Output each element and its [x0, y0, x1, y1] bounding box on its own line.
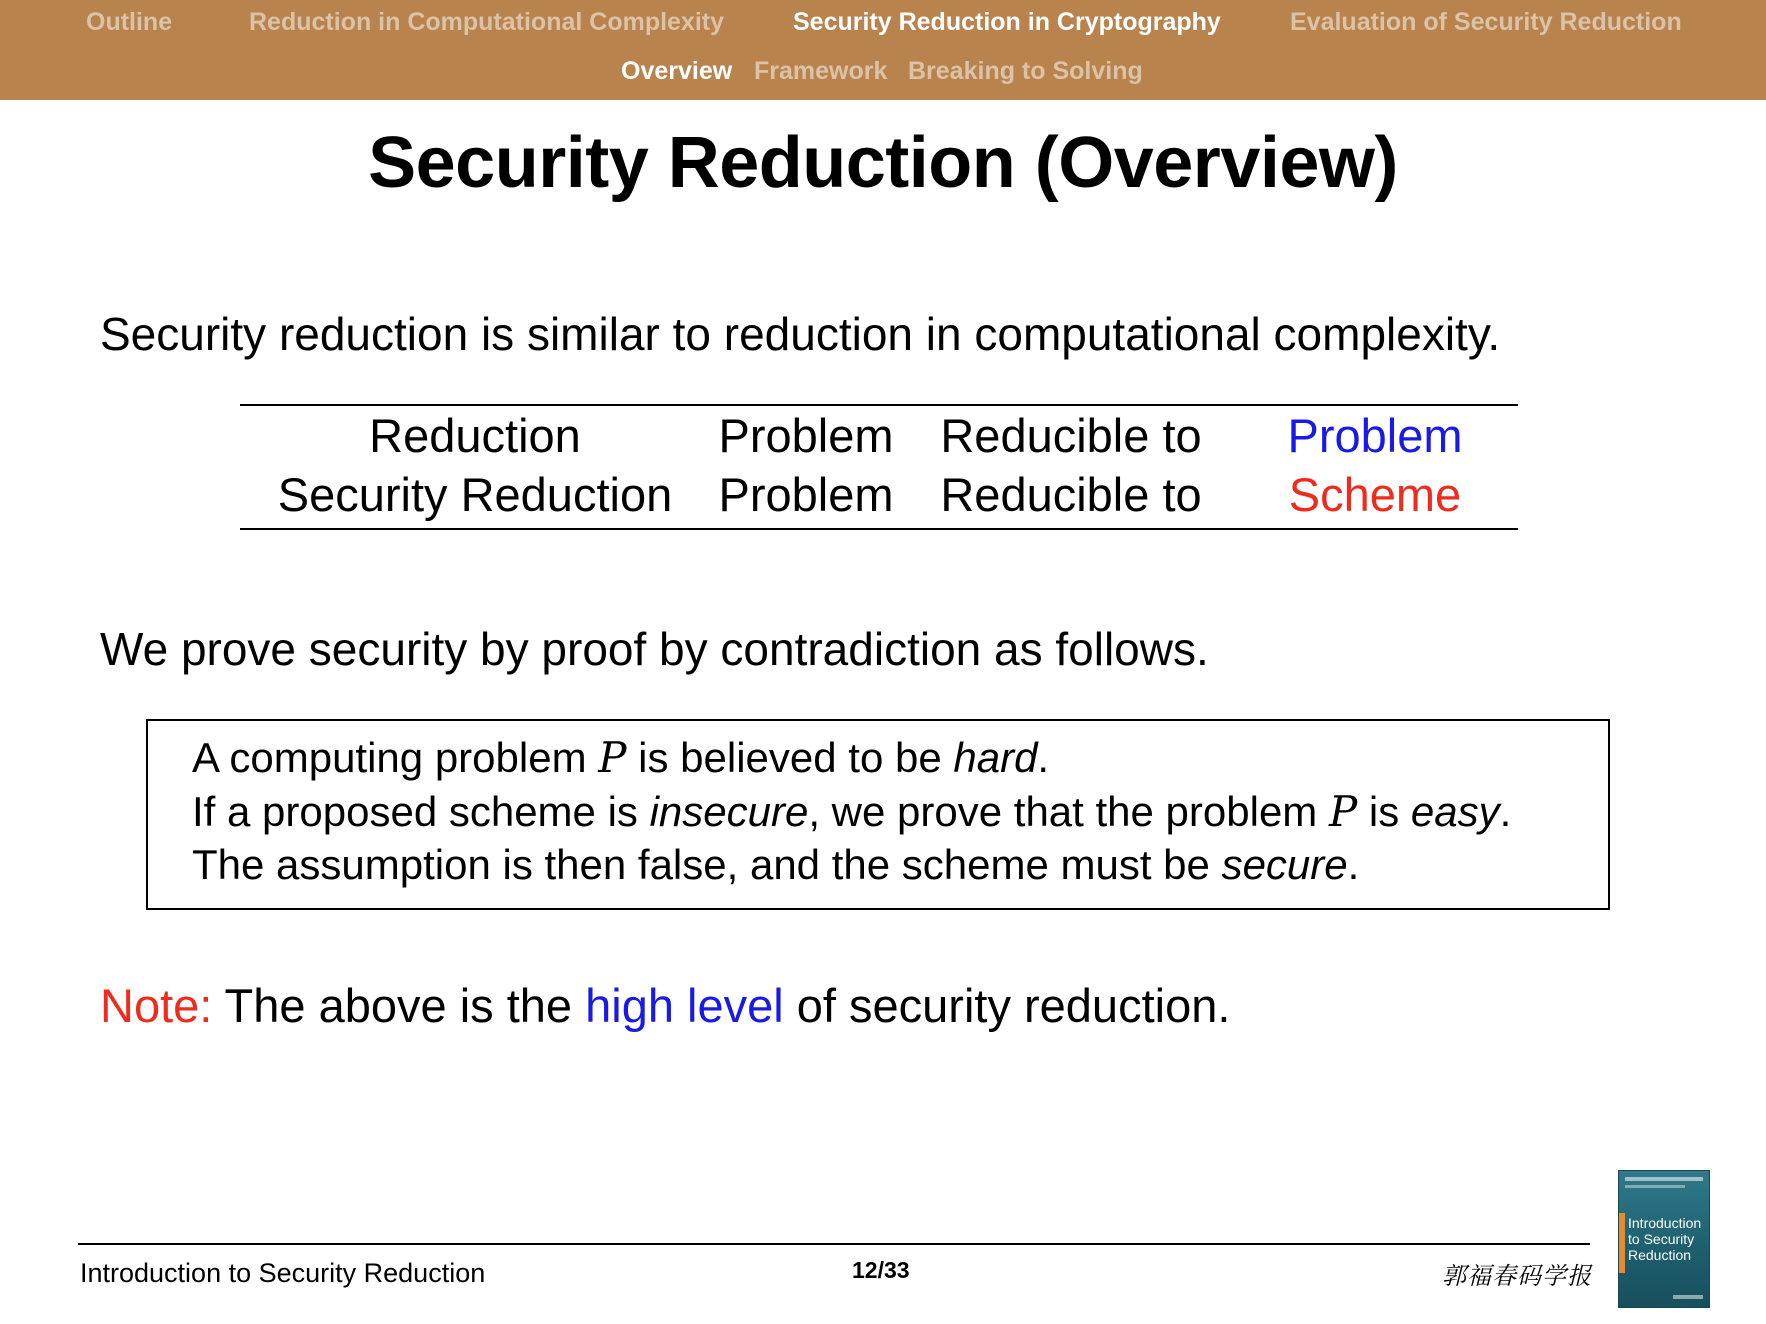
nav-bar: [0, 0, 1766, 100]
note-highlight: high level: [585, 979, 784, 1032]
nav-section-complexity[interactable]: Reduction in Computational Complexity: [249, 8, 725, 36]
nav-section-security-reduction[interactable]: Security Reduction in Cryptography: [793, 8, 1221, 36]
table-cell-target-problem: Problem: [1287, 409, 1463, 462]
table-cell-target-scheme: Scheme: [1288, 468, 1462, 521]
table-cell: Reducible to: [940, 468, 1202, 521]
page-number: 12/33: [852, 1257, 910, 1283]
table-cell: Security Reduction: [277, 468, 673, 521]
footer-divider: [78, 1243, 1590, 1245]
nav-sub-breaking-to-solving[interactable]: Breaking to Solving: [908, 57, 1143, 85]
publisher-logo: 郭福春码学报: [1442, 1262, 1592, 1290]
nav-section-outline[interactable]: Outline: [86, 8, 173, 36]
reduction-comparison-table: [240, 404, 1518, 530]
nav-section-evaluation[interactable]: Evaluation of Security Reduction: [1290, 8, 1682, 36]
intro-text: Security reduction is similar to reduction in computational complexity.: [100, 308, 1501, 360]
proof-line-2: If a proposed scheme is insecure, we prove that the problem P is easy.: [192, 787, 1512, 836]
book-cover-title: Introduction to Security Reduction: [1628, 1215, 1702, 1263]
proof-line-1: A computing problem P is believed to be hard.: [192, 733, 1050, 782]
nav-sub-overview[interactable]: Overview: [621, 57, 733, 85]
footer-title: Introduction to Security Reduction: [80, 1258, 486, 1288]
book-cover-thumbnail: [1618, 1170, 1710, 1308]
nav-sub-framework[interactable]: Framework: [754, 57, 888, 85]
proof-line-3: The assumption is then false, and the scheme must be secure.: [192, 841, 1360, 888]
table-cell: Reduction: [369, 409, 581, 462]
table-cell: Problem: [718, 468, 894, 521]
table-cell: Problem: [718, 409, 894, 462]
note-text: Note: The above is the high level of security reduction.: [100, 979, 1231, 1032]
table-cell: Reducible to: [940, 409, 1202, 462]
slide-title: Security Reduction (Overview): [368, 123, 1398, 203]
proof-box: [146, 719, 1610, 910]
proof-intro-text: We prove security by proof by contradiction as follows.: [100, 623, 1209, 675]
note-label: Note:: [100, 979, 213, 1032]
